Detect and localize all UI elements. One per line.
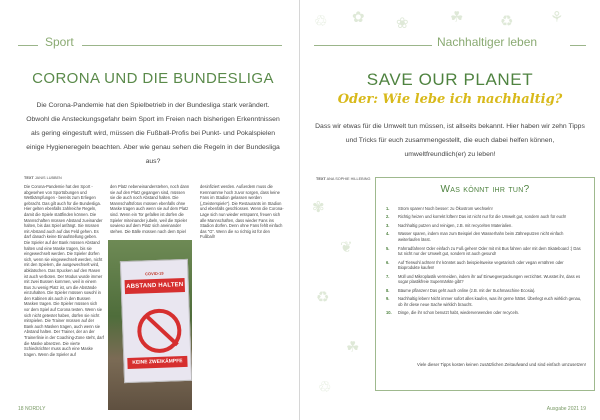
prohibition-icon: [137, 308, 183, 354]
article-title: CORONA UND DIE BUNDESLIGA: [32, 70, 274, 87]
tip-number: 9.: [386, 296, 390, 302]
list-item: [386, 223, 586, 229]
sign-banner-distance: ABSTAND HALTEN: [125, 278, 185, 294]
recycle-doodle-icon: ♻: [500, 13, 514, 30]
tip-text: Bäume pflanzen! Das geht auch online (z.B. mit der Suchmaschine Ecosia).: [398, 287, 536, 293]
covid-sign: [120, 259, 192, 383]
list-item: [386, 214, 586, 220]
list-item: [386, 288, 586, 294]
section-rule-left: [314, 45, 432, 46]
tip-number: 4.: [386, 231, 390, 237]
list-item: [386, 246, 586, 257]
flower-doodle-icon: ✾: [312, 199, 325, 216]
list-item: [386, 206, 586, 212]
clover-doodle-icon: ☘: [346, 339, 360, 356]
tip-text: Wasser sparen, indem man zum Beispiel den Wasserhahn beim Zähneputzen nicht einfach weiterlaufen lässt.: [398, 231, 564, 243]
tip-text: Strom sparen! Noch besser: zu Ökostrom wechseln!: [398, 206, 493, 211]
eco-doodle-icon: ♲: [318, 379, 332, 396]
list-item: [386, 310, 586, 316]
clover-doodle-icon: ☘: [450, 9, 464, 26]
eco-doodle-icon: ♲: [314, 13, 328, 30]
tips-box: [375, 177, 595, 391]
sign-banner-no-tackles: KEINE ZWEIKÄMPFE: [127, 356, 187, 369]
tip-number: 6.: [386, 259, 390, 265]
right-page: [300, 0, 600, 420]
tip-text: Richtig heizen und korrekt lüften! Das ist nicht nur für die Umwelt gut, sondern auch für euch!: [398, 214, 567, 220]
tips-box-title: Was könnt ihr tun?: [440, 184, 530, 195]
list-item: [386, 260, 586, 271]
sign-heading: COVID-19: [145, 270, 164, 277]
tip-text: Fahrradfahren! Oder einfach zu Fuß gehen! Oder mit mit Bus fahren oder mit dem Skateboard :) Das tut nicht nur der Umwelt gut, sondern ist auch gesund!: [398, 245, 581, 257]
tip-number: 3.: [386, 222, 390, 228]
credit-label: TEXT: [24, 176, 34, 180]
body-column-2: den Platz nebeneinanderstehen, noch dann sie auf den Platz gegangen sind, müssen sie die auch noch Abstand halten. Die Mannschaftsfotos müssen ebenfalls ohne Maske tragen auch wenn sie auf dem Platz sind. Wenn ein Tor gefallen ist dürfen die Spieler miteinander jubeln, weil die Spieler sowieso auf dem Platz sich aneinander stehen. Die Bälle müssen nach dem Spiel: [110, 184, 190, 234]
article-intro: Die Corona-Pandemie hat den Spielbetrieb in der Bundesliga stark verändert. Obwohl die Ansteckungsgefahr beim Sport im Freien nach bisherigen Erkenntnissen als gering eingestuft wird, müssen die Fußball-Profis bei Punkt- und Pokalspielen einige Hygieneregeln beachten. Aber wie genau sehen die Regeln in der Bundesliga aus?: [26, 102, 280, 165]
flower-doodle-icon: ❀: [396, 15, 409, 32]
article-title: SAVE OUR PLANET: [366, 70, 534, 89]
tip-text: Nachhaltig putzen und reinigen, z.B. mit recycelten Materialien.: [398, 222, 513, 228]
tip-text: Nachhaltig leben! Nicht immer sofort alles kaufen, was ihr gerne hättet. Überlegt euch wirklich genau, ob ihr diese neue Sache wirklich braucht.: [398, 296, 582, 307]
tips-box-outro: Viele dieser Tipps kosten keinen zusätzlichen Zeitaufwand und sind einfach umzusetzen!: [416, 362, 586, 367]
body-column-1: Die Corona-Pandemie hat den Sport - abgesehen von Sportübungen und Wettkämpfungen - bereits zum Erliegen gebracht. Das gilt auch für die Bundesliga. Hier gelten ebenfalls zahlreiche Regeln, damit die Spiele stattfinden können. Die Mannschaften müssen Abstand zueinander halten, bis das Spiel anfängt. Sie müssen mit Abstand auch auf das Feld gehen. Es darf danach keine Einaufstellung geben. Die Spieler auf der Bank müssen Abstand halten und eine Maske tragen, bis sie eingewechselt werden. Die Spieler dürfen sich, wenn sie eingewechselt werden, nicht mit den Spielern, die ausgewechselt wird, abklatschen. Das Spucken auf den Rasen ist auch verboten. Der Modus wurde immer mit zwei Bussen kommen, weil in einem Bus zu wenig Platz ist, um die Abstände einzuhalten. Die Spieler müssen sowohl in den Kabinen als auch in den Bussen Masken tragen. Die Spieler müssen sich vor dem Spiel auf Corona testen. Wenn sie sich nicht getestet haben, dürfen sie nicht mitspielen. Die Trainer müssen auf der Bank auch Masken tragen, auch wenn sie Abstand halten. Der Trainer, der an der Trainerlinie in der Coaching-Zone steht, darf die Maske absetzen. Die vierte Schiedsrichter muss auch eine Maske tragen. Wenn die Spieler auf: [24, 184, 104, 357]
tip-number: 1.: [386, 206, 390, 211]
recycle-doodle-icon: ♻: [316, 289, 330, 306]
tip-text: Dinge, die ihr schon benutzt habt, wiederverwenden oder recyceln.: [398, 310, 520, 316]
tip-text: Auf Tierwohl achten! Ihr könntet auch beispielsweise vegetarisch oder vegan ernähren oder Bioprodukte kaufen!: [398, 259, 564, 271]
tip-number: 10.: [386, 310, 392, 316]
article-intro: Dass wir etwas für die Umwelt tun müssen, ist allseits bekannt. Hier haben wir zehn Tipps und Tricks für euch zusammengestellt, die euch dabei helfen können, umweltfreundlich(er) zu leben!: [315, 123, 585, 158]
tip-number: 8.: [386, 287, 390, 293]
section-label-sustainability: Nachhaltiger leben: [434, 35, 540, 49]
section-label-sport: Sport: [42, 35, 77, 49]
tips-list: [386, 206, 586, 319]
page-folio-right: Ausgabe 2021 19: [546, 406, 586, 412]
section-rule-left: [18, 45, 38, 46]
tip-text: Müll und Mikroplastik vermeiden, indem ihr auf Einwegverpackungen verzichtet. Wusstet ihr, dass es sogar plastikfreie Supermärkte gibt?: [398, 273, 581, 285]
tip-number: 5.: [386, 245, 390, 251]
flower-doodle-icon: ✿: [352, 9, 365, 26]
list-item: [386, 296, 586, 307]
stadium-sign-photo: [108, 240, 192, 410]
credit-name: ANA SOPHIE HILLEBING: [326, 177, 371, 181]
list-item: [386, 231, 586, 242]
section-rule-right: [82, 45, 282, 46]
credit-name: JANIS LUBBEN: [34, 176, 62, 180]
author-credit: [316, 177, 370, 181]
page-folio-left: 18 NORDLY: [18, 406, 46, 412]
tip-number: 7.: [386, 273, 390, 279]
article-subtitle: Oder: Wie lebe ich nachhaltig?: [337, 92, 563, 107]
author-credit: [24, 176, 62, 180]
flower-doodle-icon: ⚘: [550, 9, 564, 26]
list-item: [386, 274, 586, 285]
tip-number: 2.: [386, 214, 390, 220]
section-rule-right: [570, 45, 586, 46]
body-column-3: desinfiziert werden. Außerdem muss die Kennnamme hoch zuvor sorgen, dass keine Fans im Stadion gelassen werden („Geisterspiele“). Die Restaurants im Stadion und ebenfalls geschlossen. Wenn die Corona-Lage sich nun wieder entspannt, freuen sich alle Mannschaften, dass wieder Fans ins Stadion dürfen. Denn ohne Fans fehlt einfach das "G". Wenn die so richtig ist für den Fußball!: [200, 184, 284, 240]
leaf-doodle-icon: ❦: [340, 239, 353, 256]
credit-label: TEXT: [316, 177, 326, 181]
